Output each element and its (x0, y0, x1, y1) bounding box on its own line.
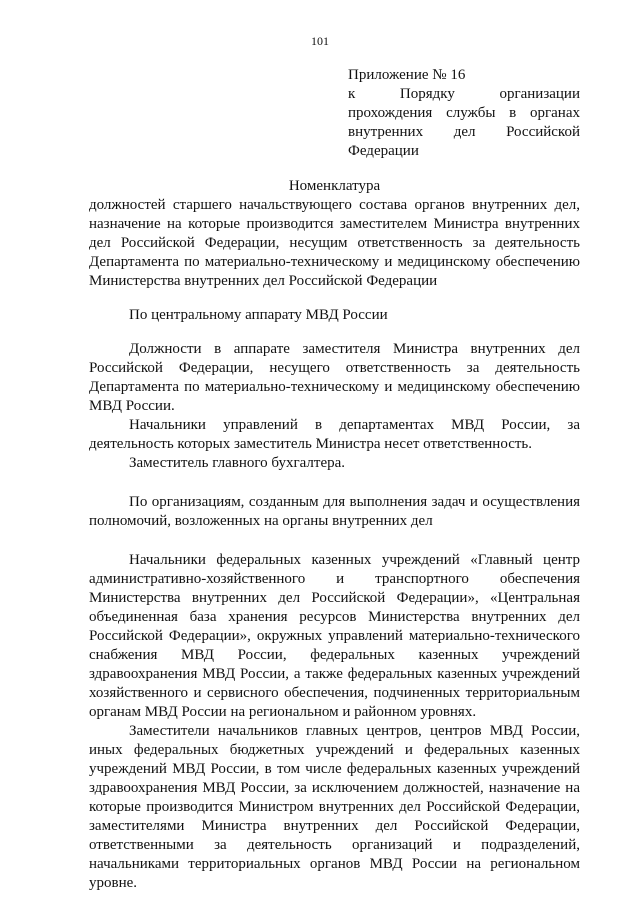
page-number: 101 (311, 34, 329, 48)
document-body (89, 177, 580, 893)
paragraph: Должности в аппарате заместителя Министра внутренних дел Российской Федерации, несущего ответственность за деятельность Департамента по материально-техническому и медицинскому обеспечению МВД России. (89, 341, 580, 414)
appendix-line-4: внутренних дел Российской (348, 124, 580, 140)
document-subtitle: должностей старшего начальствующего состава органов внутренних дел, назначение на которые производится заместителем Министра внутренних дел Российской Федерации, несущим ответственность за деятельность Департамента по материально-техническому и медицинскому обеспечению Министерства внутренних дел Российской Федерации (89, 197, 580, 289)
appendix-block (348, 66, 580, 161)
paragraph: Заместители начальников главных центров, центров МВД России, иных федеральных бюджетных учреждений и федеральных казенных учреждений МВД России, в том числе федеральных казенных учреждений здравоохранения МВД России, за исключением должностей, назначение на которые производится Министром внутренних дел Российской Федерации, заместителями Министра внутренних дел Российской Федерации, ответственными за деятельность организаций и подразделений, начальниками территориальных органов МВД России на региональном уровне. (89, 723, 580, 891)
section-heading-organizations: По организациям, созданным для выполнения задач и осуществления полномочий, возложенных на органы внутренних дел (89, 494, 580, 529)
appendix-line-3: прохождения службы в органах (348, 105, 580, 121)
paragraph: Начальники управлений в департаментах МВД России, за деятельность которых заместитель Министра несет ответственность. (89, 417, 580, 452)
document-title: Номенклатура (288, 178, 381, 194)
appendix-line-1: Приложение № 16 (348, 67, 466, 83)
paragraph: Начальники федеральных казенных учреждений «Главный центр административно-хозяйственного и транспортного обеспечения Министерства внутренних дел Российской Федерации», «Центральная объединенная база хранения ресурсов Министерства внутренних дел Российской Федерации», окружных управлений материально-технического снабжения МВД России, федеральных казенных учреждений здравоохранения МВД России, а также федеральных казенных учреждений хозяйственного и сервисного обеспечения, подчиненных территориальным органам МВД России на региональном и районном уровнях. (89, 552, 580, 720)
appendix-line-2: к Порядку организации (348, 86, 580, 102)
appendix-line-5: Федерации (348, 143, 419, 159)
section-heading-central-apparatus: По центральному аппарату МВД России (129, 307, 388, 323)
paragraph: Заместитель главного бухгалтера. (129, 455, 346, 471)
